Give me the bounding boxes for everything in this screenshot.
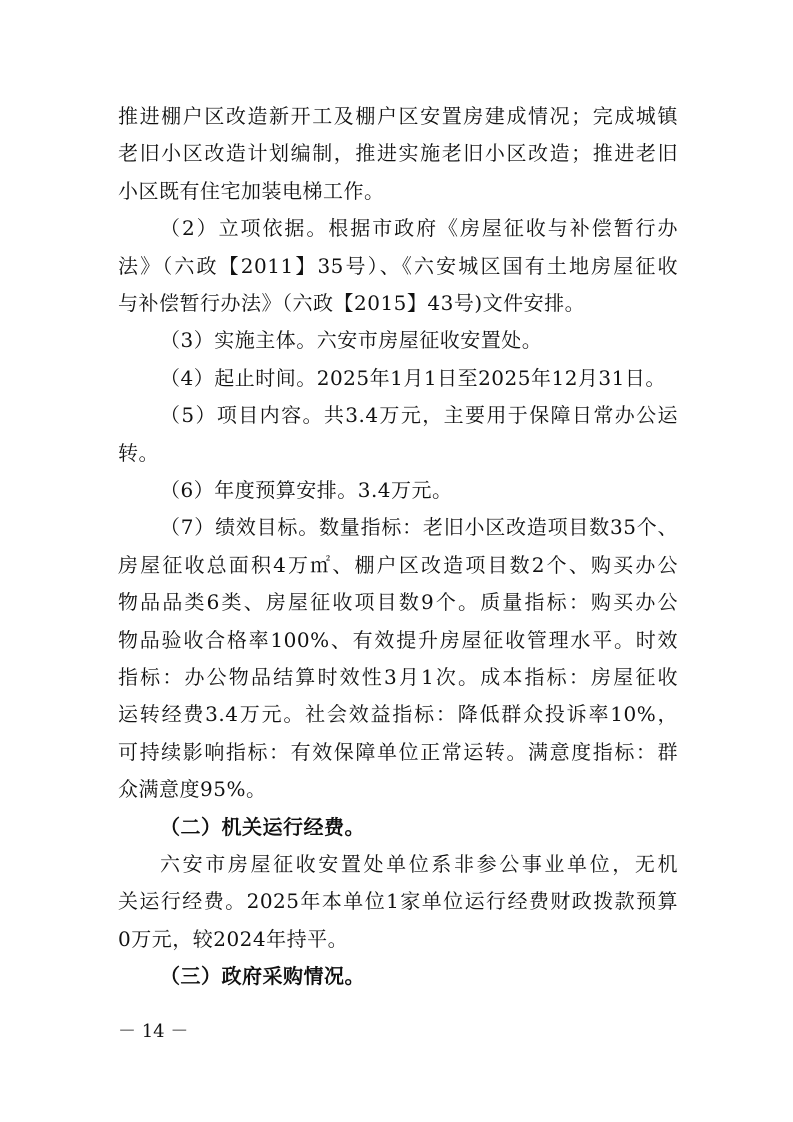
body-line: 小区既有住宅加装电梯工作。 [118,178,385,203]
body-line: 老旧小区改造计划编制，推进实施老旧小区改造；推进老旧 [118,141,678,166]
body-line: （5）项目内容。共3.4万元，主要用于保障日常办公运 [160,403,678,428]
body-line: 0万元，较2024年持平。 [118,926,349,951]
page-number: － 14 － [118,1021,189,1042]
body-line: 与补偿暂行办法》（六政【2015】43号)文件安排。 [118,291,586,315]
body-line: 可持续影响指标：有效保障单位正常运转。满意度指标：群 [118,739,678,764]
body-line: 运转经费3.4万元。社会效益指标：降低群众投诉率10%， [118,702,678,727]
body-line: 法》（六政【2011】35号）、《六安城区国有土地房屋征收 [118,253,678,278]
body-line: （6）年度预算安排。3.4万元。 [160,478,453,502]
body-line: 物品验收合格率100%、有效提升房屋征收管理水平。时效 [118,627,678,652]
body-line: （4）起止时间。2025年1月1日至2025年12月31日。 [160,365,666,390]
section-heading: （二）机关运行经费。 [160,814,365,839]
body-line: （7）绩效目标。数量指标：老旧小区改造项目数35个、 [160,515,678,540]
body-line: 指标：办公物品结算时效性3月1次。成本指标：房屋征收 [118,665,678,689]
body-line: （2）立项依据。根据市政府《房屋征收与补偿暂行办 [160,216,678,241]
body-line: 众满意度95%。 [118,777,267,802]
section-heading: （三）政府采购情况。 [160,964,365,989]
body-line: 转。 [118,440,159,465]
body-line: （3）实施主体。六安市房屋征收安置处。 [160,328,543,353]
body-line: 物品品类6类、房屋征收项目数9个。质量指标：购买办公 [118,590,678,615]
body-line: 六安市房屋征收安置处单位系非参公事业单位，无机 [160,852,678,876]
body-line: 推进棚户区改造新开工及棚户区安置房建成情况；完成城镇 [118,104,678,128]
body-line: 关运行经费。2025年本单位1家单位运行经费财政拨款预算 [118,889,678,914]
body-line: 房屋征收总面积4万㎡、棚户区改造项目数2个、购买办公 [118,552,678,577]
